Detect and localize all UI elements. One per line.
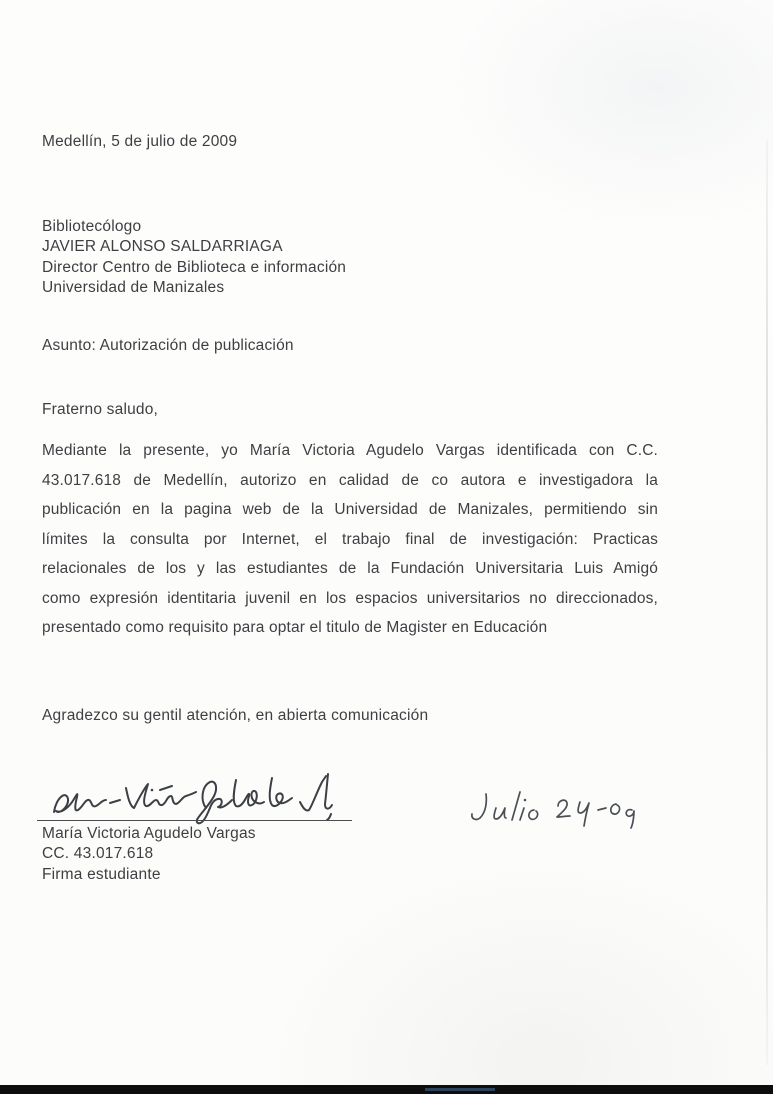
signer-id-number: CC. 43.017.618 [42,845,154,863]
body-line: como expresión identitaria juvenil en los espacios universitarios no direccionados, [42,589,658,607]
closing-line: Agradezco su gentil atención, en abierta comunicación [42,707,429,724]
body-line: relacionales de los y las estudiantes de la Fundación Universitaria Luis Amigó [42,560,658,577]
body-line: límites la consulta por Internet, el trabajo final de investigación: Practicas [42,530,658,548]
body-line: Mediante la presente, yo María Victoria Agudelo Vargas identificada con C.C. [42,442,658,459]
signer-block [42,824,256,885]
recipient-name: JAVIER ALONSO SALDARRIAGA [42,238,283,256]
handwritten-date-note [458,788,643,836]
handwritten-signature [44,772,344,827]
salutation: Fraterno saludo, [42,401,159,418]
body-line: 43.017.618 de Medellín, autorizo en calidad de co autora e investigadora la [42,471,658,489]
signature-rule-line [37,820,352,821]
recipient-institution: Universidad de Manizales [42,278,225,296]
scan-edge-shadow [766,140,768,1065]
subject-line: Asunto: Autorización de publicación [42,337,294,354]
recipient-position: Director Centro de Biblioteca e información [42,258,347,276]
scan-artifact-glint [425,1088,495,1091]
body-line: publicación en la pagina web de la Universidad de Manizales, permitiendo sin [42,501,658,518]
letter-date-line: Medellín, 5 de julio de 2009 [42,133,238,150]
body-line: presentado como requisito para optar el titulo de Magister en Educación [42,619,548,636]
recipient-block [42,217,346,298]
signer-typed-name: María Victoria Agudelo Vargas [42,825,256,842]
scanner-bottom-bar [0,1085,773,1094]
letter-body [42,436,658,643]
recipient-title: Bibliotecólogo [42,218,142,235]
signer-caption: Firma estudiante [42,865,161,883]
